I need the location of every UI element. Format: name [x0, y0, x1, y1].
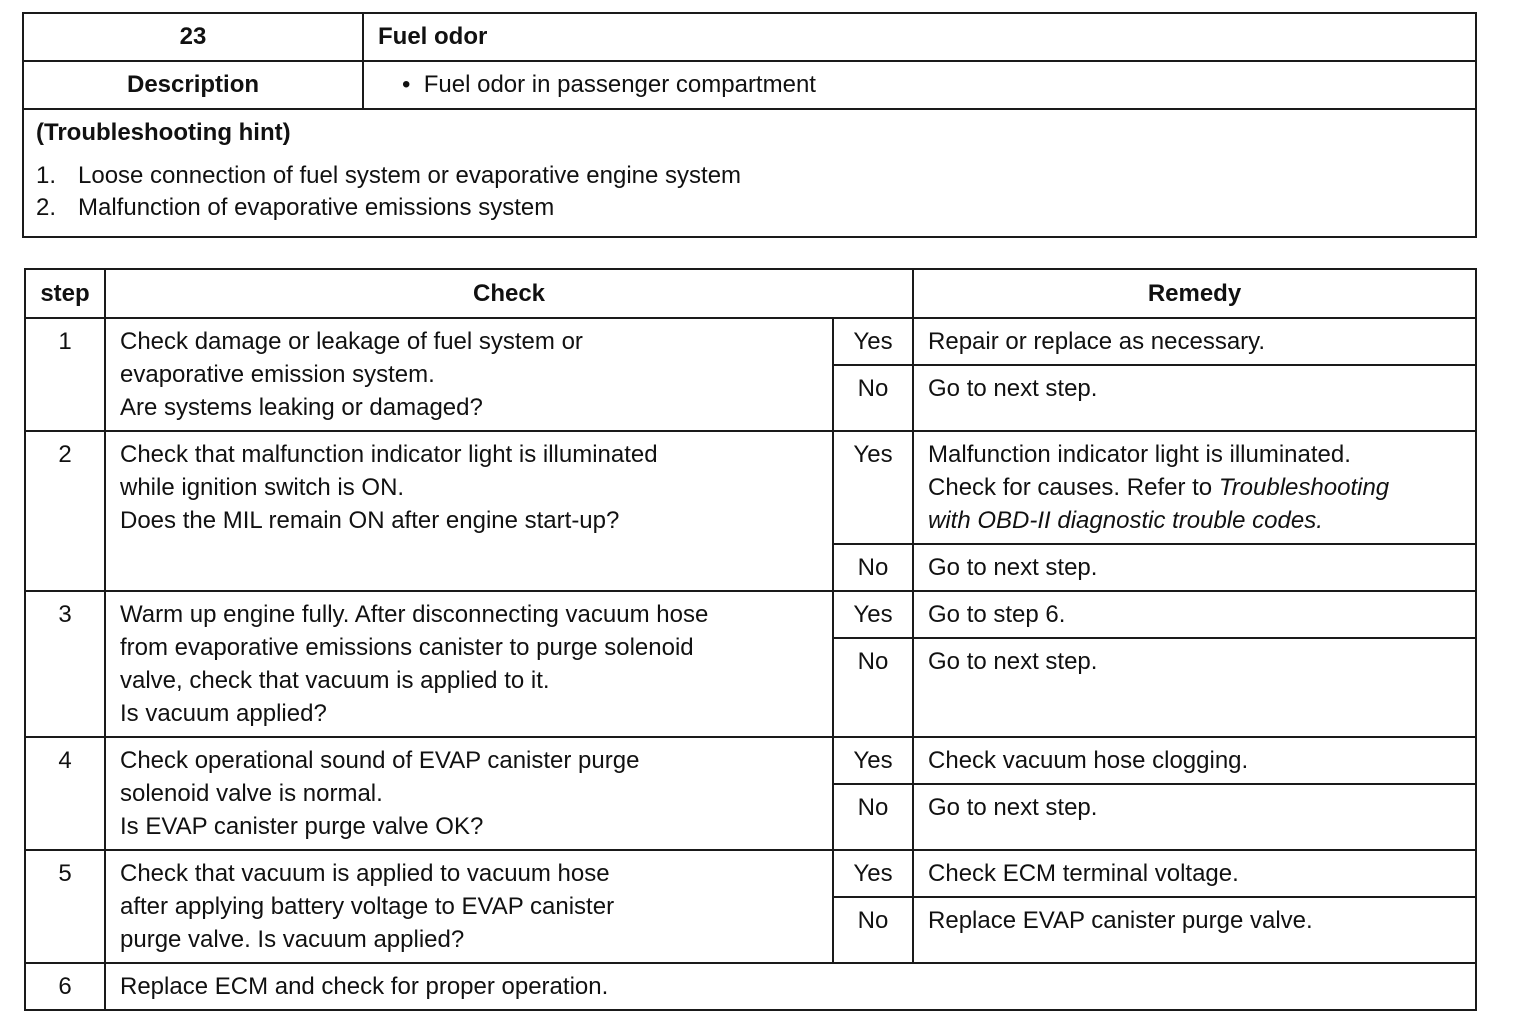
column-header-remedy: Remedy — [913, 269, 1476, 318]
check-line: Warm up engine fully. After disconnecting vacuum hose — [120, 601, 709, 628]
yes-label: Yes — [833, 591, 913, 638]
no-remedy: Go to next step. — [913, 544, 1476, 591]
header-table — [22, 12, 1477, 238]
yes-remedy: Repair or replace as necessary. — [913, 318, 1476, 365]
check-line: Are systems leaking or damaged? — [120, 394, 483, 421]
hint-item-number: 1. — [36, 162, 57, 189]
check-line: evaporative emission system. — [120, 361, 435, 388]
check-line: solenoid valve is normal. — [120, 780, 383, 807]
hint-item — [36, 192, 1463, 224]
table-row — [25, 318, 1476, 365]
check-line: Check that vacuum is applied to vacuum hose — [120, 860, 610, 887]
check-text — [105, 850, 833, 963]
table-row — [25, 737, 1476, 784]
check-line: Is EVAP canister purge valve OK? — [120, 813, 484, 840]
step-number: 4 — [25, 737, 105, 850]
check-line: Check that malfunction indicator light is illuminated — [120, 441, 658, 468]
step-number: 2 — [25, 431, 105, 591]
yes-label: Yes — [833, 737, 913, 784]
table-header-row — [25, 269, 1476, 318]
hint-item-text: Malfunction of evaporative emissions system — [78, 194, 555, 221]
yes-label: Yes — [833, 431, 913, 544]
check-line: Is vacuum applied? — [120, 700, 327, 727]
step-number: 3 — [25, 591, 105, 737]
column-header-check: Check — [105, 269, 913, 318]
no-label: No — [833, 897, 913, 963]
troubleshooting-hint — [23, 109, 1476, 237]
no-remedy: Go to next step. — [913, 365, 1476, 431]
bullet-icon: • — [402, 71, 411, 98]
remedy-line: Malfunction indicator light is illuminated. — [928, 441, 1351, 468]
yes-label: Yes — [833, 850, 913, 897]
hint-title: (Troubleshooting hint) — [36, 119, 291, 146]
procedure-number: 23 — [23, 13, 363, 61]
check-line: while ignition switch is ON. — [120, 474, 405, 501]
hint-item-number: 2. — [36, 194, 57, 221]
check-line: after applying battery voltage to EVAP canister — [120, 893, 615, 920]
no-remedy: Go to next step. — [913, 638, 1476, 737]
no-label: No — [833, 544, 913, 591]
description-value — [363, 61, 1476, 109]
no-remedy: Replace EVAP canister purge valve. — [913, 897, 1476, 963]
yes-label: Yes — [833, 318, 913, 365]
description-text: Fuel odor in passenger compartment — [423, 71, 816, 98]
remedy-text: Check for causes. Refer to — [928, 474, 1219, 501]
step-number: 5 — [25, 850, 105, 963]
yes-remedy: Go to step 6. — [913, 591, 1476, 638]
no-remedy: Go to next step. — [913, 784, 1476, 850]
check-line: Check damage or leakage of fuel system or — [120, 328, 583, 355]
hint-list — [36, 160, 1463, 224]
yes-remedy: Check ECM terminal voltage. — [913, 850, 1476, 897]
no-label: No — [833, 784, 913, 850]
no-label: No — [833, 638, 913, 737]
check-text — [105, 591, 833, 737]
troubleshooting-table — [24, 268, 1477, 1011]
reference-link: with OBD-II diagnostic trouble codes. — [928, 507, 1323, 534]
table-row — [25, 591, 1476, 638]
check-text — [105, 737, 833, 850]
check-line: purge valve. Is vacuum applied? — [120, 926, 465, 953]
step-number: 1 — [25, 318, 105, 431]
step-number: 6 — [25, 963, 105, 1010]
procedure-title: Fuel odor — [363, 13, 1476, 61]
hint-item-text: Loose connection of fuel system or evaporative engine system — [78, 162, 742, 189]
hint-item — [36, 160, 1463, 192]
yes-remedy — [913, 431, 1476, 544]
check-text — [105, 431, 833, 591]
check-line: from evaporative emissions canister to purge solenoid — [120, 634, 694, 661]
remedy-line — [928, 471, 1465, 504]
check-text: Replace ECM and check for proper operation. — [105, 963, 1476, 1010]
check-line: Does the MIL remain ON after engine start-up? — [120, 507, 620, 534]
reference-link: Troubleshooting — [1218, 474, 1390, 501]
column-header-step: step — [25, 269, 105, 318]
check-line: Check operational sound of EVAP canister purge — [120, 747, 640, 774]
table-row — [25, 963, 1476, 1010]
check-text — [105, 318, 833, 431]
table-row — [25, 431, 1476, 544]
check-line: valve, check that vacuum is applied to it. — [120, 667, 550, 694]
table-row — [25, 850, 1476, 897]
yes-remedy: Check vacuum hose clogging. — [913, 737, 1476, 784]
description-label: Description — [23, 61, 363, 109]
no-label: No — [833, 365, 913, 431]
